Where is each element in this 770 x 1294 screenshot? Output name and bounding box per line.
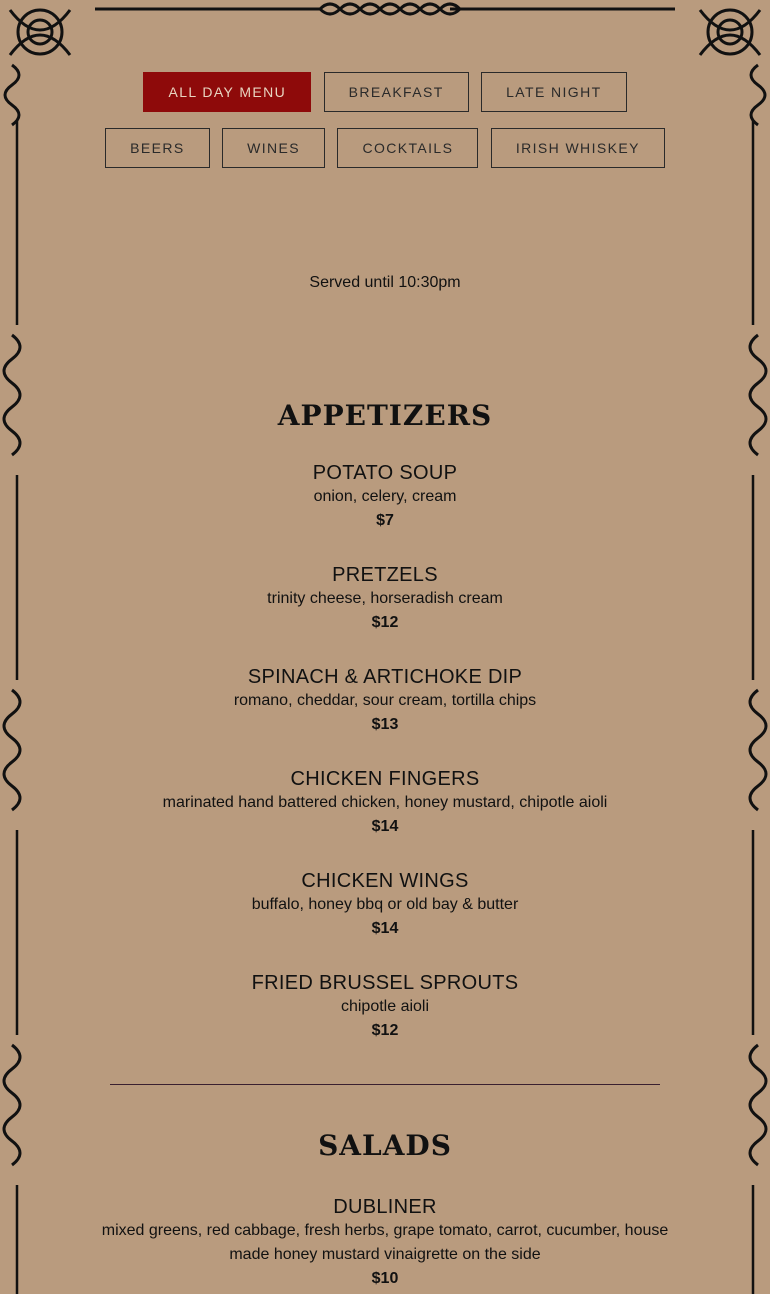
section-divider — [110, 1084, 660, 1085]
item-name: POTATO SOUP — [312, 462, 458, 484]
item-description: mixed greens, red cabbage, fresh herbs, grape tomato, carrot, cucumber, house made honey mustard vinaigrette on the side — [101, 1222, 669, 1263]
item-name: SPINACH & ARTICHOKE DIP — [247, 666, 523, 688]
menu-item — [0, 461, 770, 533]
item-description: trinity cheese, horseradish cream — [267, 590, 503, 607]
item-price: $10 — [371, 1270, 399, 1287]
item-description: buffalo, honey bbq or old bay & butter — [251, 896, 519, 913]
section-title-salads: salads — [318, 1118, 452, 1165]
item-price: $14 — [371, 818, 399, 835]
item-description: marinated hand battered chicken, honey mustard, chipotle aioli — [162, 794, 608, 811]
tab-late-night[interactable]: LATE NIGHT — [481, 72, 626, 112]
item-price: $12 — [371, 614, 399, 631]
item-price: $13 — [371, 716, 399, 733]
tab-all-day-menu[interactable]: ALL DAY MENU — [143, 72, 311, 112]
item-name: CHICKEN WINGS — [301, 870, 469, 892]
item-name: FRIED BRUSSEL SPROUTS — [251, 972, 519, 994]
menu-item — [0, 767, 770, 839]
tab-irish-whiskey[interactable]: IRISH WHISKEY — [491, 128, 665, 168]
item-name: CHICKEN FINGERS — [290, 768, 480, 790]
tab-wines[interactable]: WINES — [222, 128, 325, 168]
menu-tabs-row-2 — [0, 128, 770, 168]
item-price: $7 — [376, 512, 394, 529]
tab-cocktails[interactable]: COCKTAILS — [337, 128, 478, 168]
tab-breakfast[interactable]: BREAKFAST — [324, 72, 469, 112]
menu-item — [0, 971, 770, 1043]
item-name: PRETZELS — [332, 564, 438, 586]
item-price: $14 — [371, 920, 399, 937]
item-name: DUBLINER — [333, 1196, 437, 1218]
item-description: onion, celery, cream — [313, 488, 457, 505]
menu-item — [0, 665, 770, 737]
menu-tabs-row-1 — [0, 72, 770, 112]
item-price: $12 — [371, 1022, 399, 1039]
item-description: romano, cheddar, sour cream, tortilla chips — [233, 692, 537, 709]
menu-item — [0, 563, 770, 635]
menu-item — [100, 1195, 670, 1291]
served-note: Served until 10:30pm — [309, 274, 461, 291]
item-description: chipotle aioli — [340, 998, 430, 1015]
menu-item — [0, 869, 770, 941]
tab-beers[interactable]: BEERS — [105, 128, 209, 168]
section-title-appetizers: appetizers — [277, 388, 493, 435]
